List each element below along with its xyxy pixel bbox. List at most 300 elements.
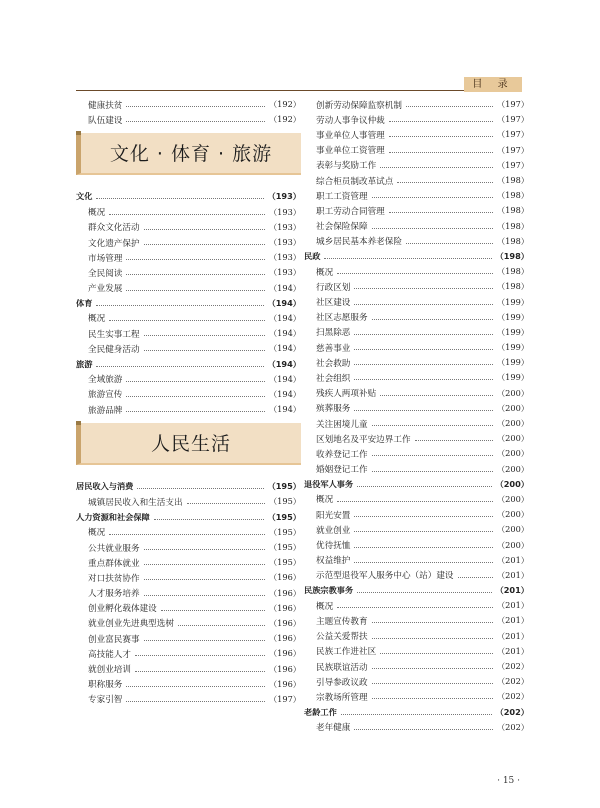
toc-entry[interactable]	[76, 540, 301, 555]
toc-entry-title: 民族联谊活动	[316, 662, 368, 673]
toc-section-heading[interactable]	[76, 510, 301, 525]
toc-entry[interactable]	[304, 219, 529, 234]
toc-section-heading[interactable]	[76, 296, 301, 311]
section-banner	[76, 423, 301, 465]
toc-entry-title: 全民阅读	[88, 268, 123, 279]
toc-page-number: （202）	[496, 661, 529, 672]
toc-page-number: （200）	[496, 433, 529, 444]
toc-entry-title: 市场管理	[88, 253, 123, 264]
toc-entry-title: 产业发展	[88, 284, 123, 295]
toc-entry[interactable]	[304, 689, 529, 704]
toc-entry-title: 公益关爱帮扶	[316, 632, 368, 643]
toc-page-number: （198）	[495, 250, 529, 261]
toc-entry-title: 创业富民赛事	[88, 634, 140, 645]
dot-leader	[354, 288, 493, 289]
toc-entry[interactable]	[76, 387, 301, 402]
toc-page-number: （197）	[496, 114, 529, 125]
dot-leader	[109, 534, 265, 535]
toc-entry[interactable]	[304, 143, 529, 158]
toc-page-number: （197）	[496, 159, 529, 170]
dot-leader	[357, 486, 491, 487]
toc-page-number: （200）	[496, 524, 529, 535]
dot-leader	[380, 653, 493, 654]
toc-entry[interactable]	[304, 188, 529, 203]
toc-entry[interactable]	[76, 250, 301, 265]
toc-entry-title: 优待抚恤	[316, 541, 351, 552]
toc-entry[interactable]	[76, 281, 301, 296]
dot-leader	[337, 607, 493, 608]
toc-page-number: （197）	[496, 144, 529, 155]
dot-leader	[126, 290, 265, 291]
toc-section-heading[interactable]	[304, 477, 529, 492]
toc-entry[interactable]	[304, 127, 529, 142]
toc-entry[interactable]	[76, 646, 301, 661]
toc-entry-title: 婚姻登记工作	[316, 465, 368, 476]
toc-entry[interactable]	[76, 494, 301, 509]
toc-entry-title: 概况	[316, 495, 334, 506]
banner-corner-ornament	[76, 421, 81, 425]
toc-entry-title: 城乡居民基本养老保险	[316, 237, 402, 248]
toc-section-heading[interactable]	[76, 356, 301, 371]
toc-entry[interactable]	[304, 325, 529, 340]
toc-page-number: （194）	[268, 312, 301, 323]
dot-leader	[372, 319, 493, 320]
toc-page-number: （197）	[496, 129, 529, 140]
toc-page-number: （198）	[496, 205, 529, 216]
dot-leader	[372, 425, 493, 426]
dot-leader	[126, 396, 265, 397]
dot-leader	[372, 638, 493, 639]
dot-leader	[354, 364, 493, 365]
dot-leader	[96, 366, 263, 367]
dot-leader	[154, 519, 264, 520]
dot-leader	[354, 729, 493, 730]
toc-entry[interactable]	[304, 431, 529, 446]
section-banner-title: 文化 · 体育 · 旅游	[109, 143, 273, 166]
dot-leader	[126, 259, 265, 260]
toc-entry-title: 老年健康	[316, 723, 351, 734]
toc-entry-title: 城镇居民收入和生活支出	[88, 497, 183, 508]
toc-entry[interactable]	[304, 522, 529, 537]
toc-entry-title: 劳动人事争议仲裁	[316, 115, 385, 126]
toc-right-column	[304, 97, 529, 735]
dot-leader	[126, 121, 265, 122]
toc-entry-title: 行政区划	[316, 282, 351, 293]
toc-page-number: （192）	[268, 99, 301, 110]
toc-entry[interactable]	[304, 644, 529, 659]
toc-entry-title: 区划地名及平安边界工作	[316, 434, 411, 445]
dot-leader	[144, 579, 265, 580]
dot-leader	[137, 488, 263, 489]
toc-page-number: （200）	[496, 463, 529, 474]
toc-entry[interactable]	[304, 598, 529, 613]
toc-entry-title: 专家引智	[88, 695, 123, 706]
toc-entry-title: 社区建设	[316, 298, 351, 309]
dot-leader	[126, 686, 265, 687]
toc-entry[interactable]	[304, 537, 529, 552]
toc-page-number: （201）	[496, 554, 529, 565]
toc-entry-title: 社会组织	[316, 373, 351, 384]
dot-leader	[341, 714, 492, 715]
dot-leader	[144, 549, 265, 550]
toc-entry[interactable]	[76, 235, 301, 250]
toc-entry-title: 公共就业服务	[88, 543, 140, 554]
toc-page-number: （195）	[267, 481, 301, 492]
toc-entry-title: 高技能人才	[88, 649, 131, 660]
toc-entry[interactable]	[76, 525, 301, 540]
dot-leader	[397, 182, 493, 183]
dot-leader	[372, 455, 493, 456]
toc-page-number: （201）	[495, 585, 529, 596]
toc-page-number: （201）	[496, 569, 529, 580]
toc-entry[interactable]	[76, 311, 301, 326]
toc-page-number: （194）	[268, 343, 301, 354]
dot-leader	[187, 503, 265, 504]
toc-page-number: （200）	[496, 387, 529, 398]
toc-entry[interactable]	[304, 370, 529, 385]
toc-page-number: （198）	[496, 266, 529, 277]
toc-entry-title: 概况	[316, 601, 334, 612]
toc-entry-title: 旅游	[76, 358, 93, 369]
toc-page-number: （196）	[268, 663, 301, 674]
toc-section-heading[interactable]	[76, 189, 301, 204]
toc-entry[interactable]	[304, 613, 529, 628]
toc-entry-title: 全域旅游	[88, 375, 123, 386]
toc-entry[interactable]	[304, 507, 529, 522]
dot-leader	[372, 622, 493, 623]
toc-page-number: （199）	[496, 326, 529, 337]
toc-entry[interactable]	[76, 97, 301, 112]
toc-page-number: （198）	[496, 281, 529, 292]
toc-entry[interactable]	[304, 446, 529, 461]
toc-page-number: （194）	[268, 282, 301, 293]
dot-leader	[109, 320, 265, 321]
toc-entry-title: 民政	[304, 250, 321, 261]
toc-entry-title: 宗教场所管理	[316, 692, 368, 703]
toc-entry-title: 重点群体就业	[88, 558, 140, 569]
banner-corner-ornament	[76, 131, 81, 135]
toc-entry[interactable]	[304, 386, 529, 401]
toc-entry[interactable]	[76, 555, 301, 570]
toc-entry[interactable]	[304, 97, 529, 112]
toc-page-number: （196）	[268, 633, 301, 644]
toc-page-number: （200）	[495, 478, 529, 489]
toc-entry-title: 文化	[76, 191, 93, 202]
dot-leader	[96, 305, 263, 306]
toc-entry[interactable]	[76, 692, 301, 707]
section-banner-title: 人民生活	[150, 433, 231, 456]
dot-leader	[126, 411, 265, 412]
toc-entry[interactable]	[304, 462, 529, 477]
toc-page-number: （196）	[268, 678, 301, 689]
toc-entry-title: 就业创业先进典型选树	[88, 619, 174, 630]
toc-entry[interactable]	[304, 264, 529, 279]
dot-leader	[144, 350, 265, 351]
dot-leader	[135, 671, 265, 672]
section-banner	[76, 133, 301, 175]
toc-page-number: （193）	[268, 206, 301, 217]
toc-entry-title: 体育	[76, 297, 93, 308]
toc-entry-title: 社会救助	[316, 358, 351, 369]
toc-entry-title: 旅游宣传	[88, 390, 123, 401]
toc-page-number: （196）	[268, 572, 301, 583]
toc-entry[interactable]	[76, 112, 301, 127]
toc-entry-title: 就业创业	[316, 525, 351, 536]
dot-leader	[357, 592, 491, 593]
toc-entry[interactable]	[304, 659, 529, 674]
toc-entry-title: 职工工资管理	[316, 191, 368, 202]
toc-entry-title: 老龄工作	[304, 706, 337, 717]
toc-page-number: （193）	[268, 267, 301, 278]
toc-page-number: （194）	[268, 404, 301, 415]
toc-entry-title: 群众文化活动	[88, 223, 140, 234]
dot-leader	[144, 335, 265, 336]
toc-entry-title: 居民收入与消费	[76, 481, 134, 492]
toc-section-heading[interactable]	[304, 583, 529, 598]
toc-page-number: （200）	[496, 509, 529, 520]
toc-entry[interactable]	[304, 674, 529, 689]
dot-leader	[354, 304, 493, 305]
toc-entry[interactable]	[304, 203, 529, 218]
dot-leader	[389, 136, 493, 137]
dot-leader	[337, 501, 493, 502]
toc-entry-title: 引导参政议政	[316, 677, 368, 688]
toc-page-number: （198）	[496, 190, 529, 201]
toc-page-number: （194）	[268, 373, 301, 384]
toc-entry-title: 概况	[88, 208, 106, 219]
toc-entry-title: 扫黑除恶	[316, 328, 351, 339]
toc-page-number: （199）	[496, 372, 529, 383]
toc-entry-title: 残疾人两项补贴	[316, 389, 377, 400]
toc-entry[interactable]	[304, 492, 529, 507]
toc-entry-title: 事业单位工资管理	[316, 146, 385, 157]
toc-entry-title: 关注困境儿童	[316, 419, 368, 430]
dot-leader	[178, 625, 265, 626]
toc-entry-title: 对口扶贫协作	[88, 573, 140, 584]
toc-entry-title: 主题宣传教育	[316, 616, 368, 627]
dot-leader	[161, 610, 265, 611]
toc-entry[interactable]	[76, 205, 301, 220]
toc-page-number: （197）	[496, 99, 529, 110]
toc-entry[interactable]	[304, 629, 529, 644]
toc-entry[interactable]	[76, 601, 301, 616]
toc-entry[interactable]	[304, 158, 529, 173]
toc-entry[interactable]	[304, 416, 529, 431]
toc-entry-title: 事业单位人事管理	[316, 130, 385, 141]
toc-entry-title: 殡葬服务	[316, 404, 351, 415]
toc-page-number: （193）	[268, 237, 301, 248]
dot-leader	[380, 395, 493, 396]
toc-page-number: （200）	[496, 402, 529, 413]
toc-page-number: （192）	[268, 114, 301, 125]
toc-entry[interactable]	[76, 402, 301, 417]
toc-entry-title: 就创业培训	[88, 665, 131, 676]
dot-leader	[389, 212, 493, 213]
toc-page-number: （202）	[496, 691, 529, 702]
dot-leader	[96, 198, 263, 199]
dot-leader	[372, 683, 493, 684]
toc-entry[interactable]	[304, 234, 529, 249]
toc-page-number: （195）	[267, 511, 301, 522]
toc-entry[interactable]	[76, 677, 301, 692]
toc-entry[interactable]	[304, 340, 529, 355]
dot-leader	[126, 701, 265, 702]
dot-leader	[354, 547, 493, 548]
toc-entry-title: 概况	[88, 314, 106, 325]
toc-entry-title: 概况	[88, 528, 106, 539]
toc-page-number: （201）	[496, 630, 529, 641]
toc-entry[interactable]	[304, 720, 529, 735]
toc-page-number: （194）	[268, 388, 301, 399]
toc-entry[interactable]	[304, 553, 529, 568]
dot-leader	[380, 167, 493, 168]
toc-page-number: （196）	[268, 587, 301, 598]
toc-entry-title: 民族宗教事务	[304, 585, 354, 596]
dot-leader	[144, 640, 265, 641]
toc-entry[interactable]	[304, 173, 529, 188]
toc-left-column	[76, 97, 301, 707]
toc-page-number: （200）	[496, 418, 529, 429]
toc-page-number: （193）	[267, 191, 301, 202]
toc-entry-title: 收养登记工作	[316, 449, 368, 460]
dot-leader	[354, 349, 493, 350]
toc-page-number: （196）	[268, 602, 301, 613]
toc-page-number: （198）	[496, 220, 529, 231]
toc-entry[interactable]	[76, 631, 301, 646]
toc-entry-title: 创新劳动保障监察机制	[316, 100, 402, 111]
toc-entry[interactable]	[304, 294, 529, 309]
toc-page-number: （202）	[496, 676, 529, 687]
dot-leader	[415, 440, 493, 441]
dot-leader	[354, 562, 493, 563]
toc-entry-title: 全民健身活动	[88, 344, 140, 355]
toc-page-number: （193）	[268, 221, 301, 232]
dot-leader	[406, 106, 493, 107]
toc-page-number: （197）	[268, 693, 301, 704]
toc-page-number: （198）	[496, 235, 529, 246]
toc-entry[interactable]	[76, 341, 301, 356]
toc-entry-title: 职工劳动合同管理	[316, 206, 385, 217]
toc-entry[interactable]	[304, 568, 529, 583]
header-rule	[76, 90, 520, 91]
toc-entry[interactable]	[304, 112, 529, 127]
toc-page-number: （200）	[496, 539, 529, 550]
dot-leader	[144, 564, 265, 565]
section-tab: 目 录	[464, 77, 522, 92]
dot-leader	[126, 381, 265, 382]
toc-entry-title: 示范型退役军人服务中心（站）建设	[316, 571, 454, 582]
toc-entry[interactable]	[76, 616, 301, 631]
toc-entry-title: 社区志愿服务	[316, 313, 368, 324]
toc-page-number: （200）	[496, 493, 529, 504]
toc-page-number: （201）	[496, 645, 529, 656]
toc-entry-title: 综合柜员制改革试点	[316, 176, 394, 187]
toc-entry[interactable]	[76, 220, 301, 235]
toc-page-number: （198）	[496, 175, 529, 186]
toc-page-number: （199）	[496, 357, 529, 368]
toc-section-heading[interactable]	[76, 479, 301, 494]
dot-leader	[354, 410, 493, 411]
toc-page-number: （193）	[268, 252, 301, 263]
dot-leader	[354, 379, 493, 380]
toc-entry[interactable]	[76, 265, 301, 280]
toc-section-heading[interactable]	[304, 705, 529, 720]
toc-page-number: （199）	[496, 342, 529, 353]
toc-entry-title: 社会保险保障	[316, 222, 368, 233]
toc-entry[interactable]	[76, 372, 301, 387]
toc-entry[interactable]	[304, 355, 529, 370]
toc-entry-title: 慈善事业	[316, 343, 351, 354]
dot-leader	[389, 152, 493, 153]
toc-page-number: （196）	[268, 648, 301, 659]
toc-entry-title: 队伍建设	[88, 115, 123, 126]
dot-leader	[406, 243, 493, 244]
toc-page-number: （194）	[267, 297, 301, 308]
page-number: · 15 ·	[497, 776, 520, 786]
dot-leader	[144, 229, 265, 230]
dot-leader	[372, 668, 493, 669]
toc-section-heading[interactable]	[304, 249, 529, 264]
dot-leader	[144, 244, 265, 245]
dot-leader	[126, 274, 265, 275]
dot-leader	[337, 273, 493, 274]
dot-leader	[372, 471, 493, 472]
toc-entry-title: 人才服务培养	[88, 589, 140, 600]
dot-leader	[354, 334, 493, 335]
toc-page-number: （200）	[496, 448, 529, 459]
toc-entry[interactable]	[76, 326, 301, 341]
dot-leader	[144, 595, 265, 596]
toc-page-number: （202）	[495, 706, 529, 717]
toc-entry-title: 退役军人事务	[304, 478, 354, 489]
toc-entry-title: 权益维护	[316, 556, 351, 567]
dot-leader	[109, 214, 265, 215]
toc-entry[interactable]	[304, 401, 529, 416]
toc-entry[interactable]	[76, 586, 301, 601]
toc-page-number: （201）	[496, 600, 529, 611]
dot-leader	[458, 577, 493, 578]
toc-page-number: （195）	[268, 526, 301, 537]
toc-entry-title: 创业孵化载体建设	[88, 604, 157, 615]
toc-entry-title: 健康扶贫	[88, 100, 123, 111]
toc-entry[interactable]	[76, 661, 301, 676]
toc-page-number: （199）	[496, 296, 529, 307]
dot-leader	[372, 197, 493, 198]
toc-entry[interactable]	[304, 279, 529, 294]
toc-page-number: （196）	[268, 617, 301, 628]
toc-entry-title: 人力资源和社会保障	[76, 511, 150, 522]
toc-entry-title: 职称服务	[88, 680, 123, 691]
toc-entry[interactable]	[304, 310, 529, 325]
toc-page-number: （195）	[268, 542, 301, 553]
toc-entry-title: 民族工作进社区	[316, 647, 377, 658]
toc-entry-title: 民生实事工程	[88, 329, 140, 340]
dot-leader	[372, 698, 493, 699]
toc-page-number: （195）	[268, 496, 301, 507]
toc-entry-title: 文化遗产保护	[88, 238, 140, 249]
toc-page-number: （199）	[496, 311, 529, 322]
dot-leader	[372, 228, 493, 229]
toc-entry[interactable]	[76, 570, 301, 585]
toc-page-number: （194）	[268, 328, 301, 339]
toc-page-number: （194）	[267, 358, 301, 369]
toc-page-number: （202）	[496, 721, 529, 732]
toc-page-number: （201）	[496, 615, 529, 626]
toc-entry-title: 表彰与奖励工作	[316, 161, 377, 172]
dot-leader	[135, 655, 265, 656]
toc-entry-title: 旅游品牌	[88, 405, 123, 416]
toc-entry-title: 概况	[316, 267, 334, 278]
